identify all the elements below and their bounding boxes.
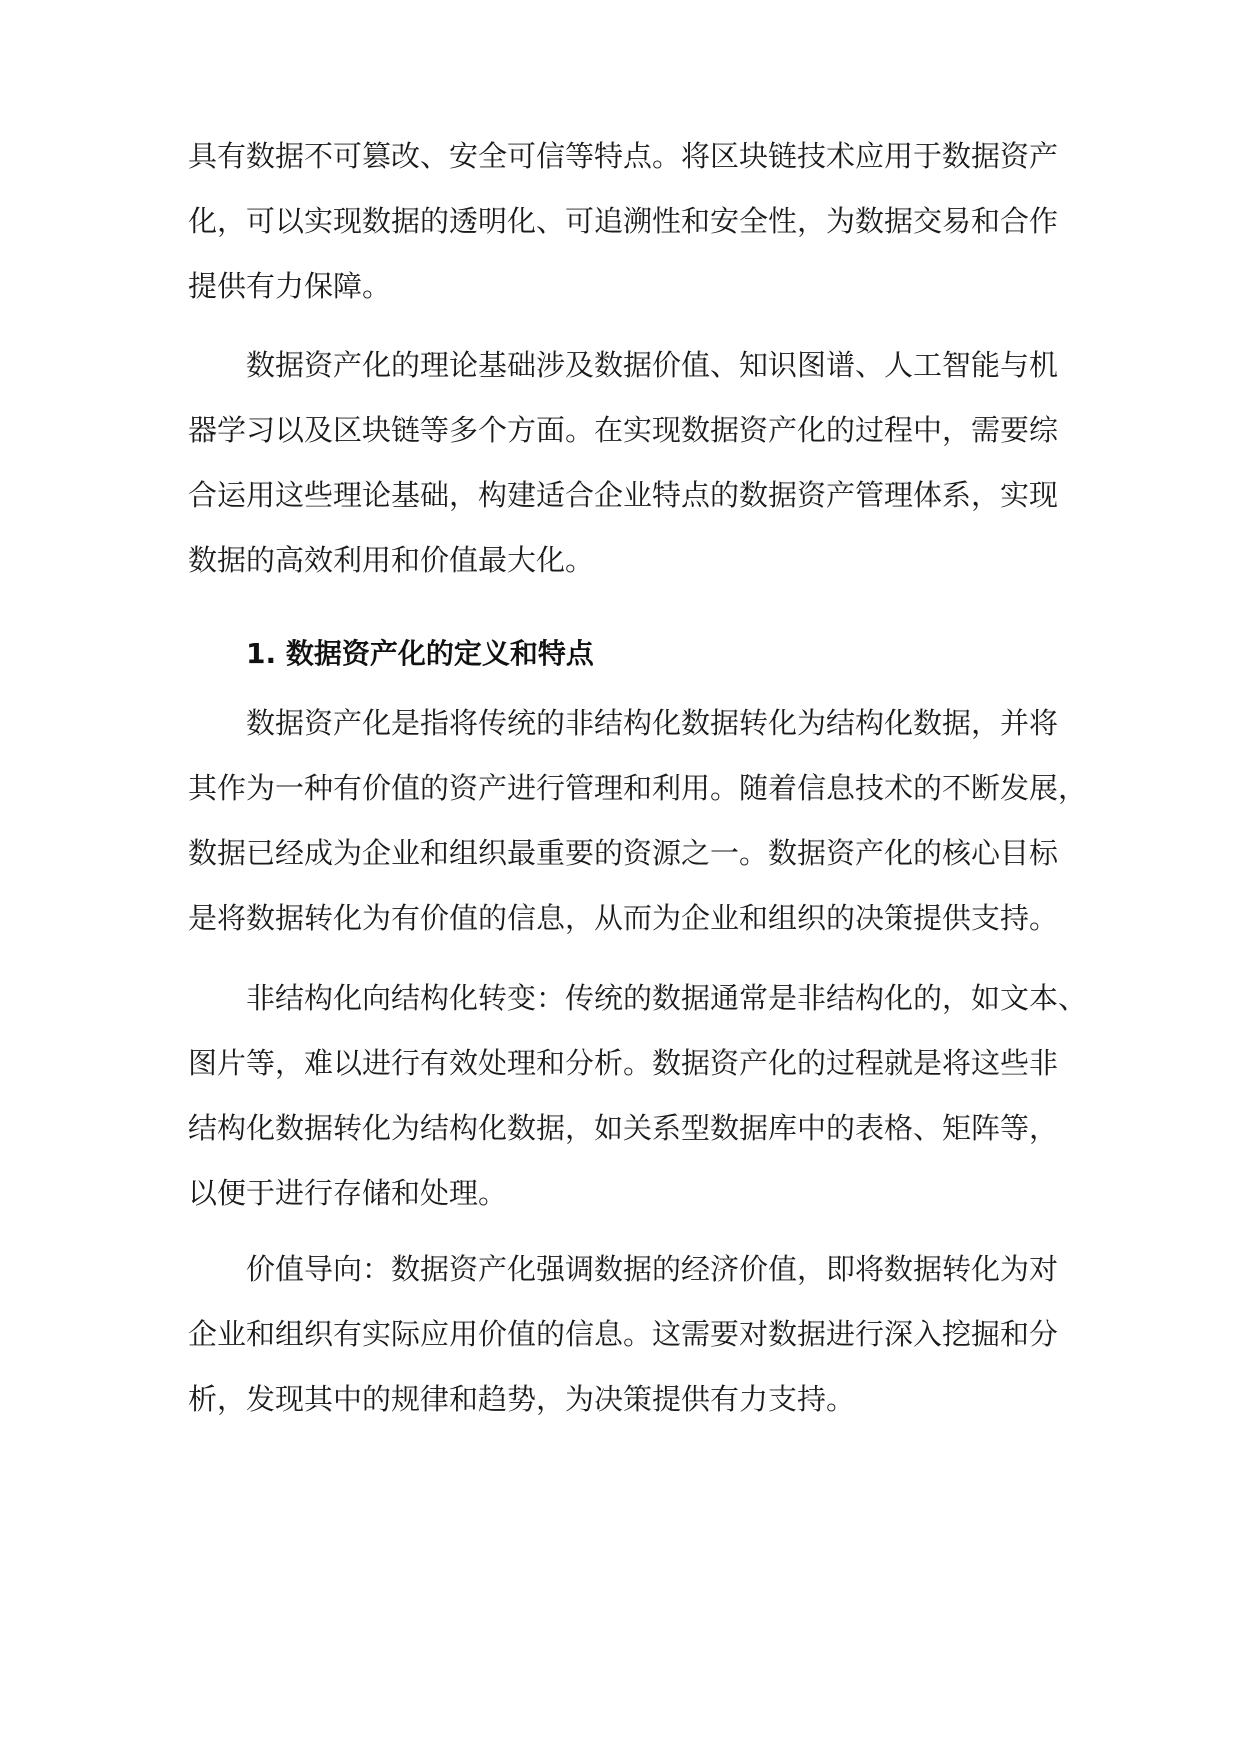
text-line: 以便于进行存储和处理。 [188,1176,508,1210]
text-line: 数据资产化的理论基础涉及数据价值、知识图谱、人工智能与机 [246,348,1059,382]
text-line: 数据资产化是指将传统的非结构化数据转化为结构化数据，并将 [246,706,1059,740]
text-line: 数据的高效利用和价值最大化。 [188,543,595,577]
text-line: 企业和组织有实际应用价值的信息。这需要对数据进行深入挖掘和分 [188,1317,1059,1351]
text-line: 非结构化向结构化转变：传统的数据通常是非结构化的，如文本、 [246,981,1088,1015]
text-line: 化，可以实现数据的透明化、可追溯性和安全性，为数据交易和合作 [188,204,1059,238]
text-line: 结构化数据转化为结构化数据，如关系型数据库中的表格、矩阵等， [188,1111,1059,1145]
text-line: 数据已经成为企业和组织最重要的资源之一。数据资产化的核心目标 [188,836,1059,870]
text-line: 合运用这些理论基础，构建适合企业特点的数据资产管理体系，实现 [188,478,1059,512]
text-line: 图片等，难以进行有效处理和分析。数据资产化的过程就是将这些非 [188,1046,1059,1080]
text-line: 价值导向：数据资产化强调数据的经济价值，即将数据转化为对 [246,1252,1059,1286]
text-line: 器学习以及区块链等多个方面。在实现数据资产化的过程中，需要综 [188,413,1059,447]
text-line: 具有数据不可篡改、安全可信等特点。将区块链技术应用于数据资产 [188,139,1059,173]
text-line: 提供有力保障。 [188,269,392,303]
section-heading: 1. 数据资产化的定义和特点 [246,637,594,670]
text-line: 是将数据转化为有价值的信息，从而为企业和组织的决策提供支持。 [188,901,1059,935]
text-line: 析，发现其中的规律和趋势，为决策提供有力支持。 [188,1382,856,1416]
text-line: 其作为一种有价值的资产进行管理和利用。随着信息技术的不断发展， [188,771,1088,805]
